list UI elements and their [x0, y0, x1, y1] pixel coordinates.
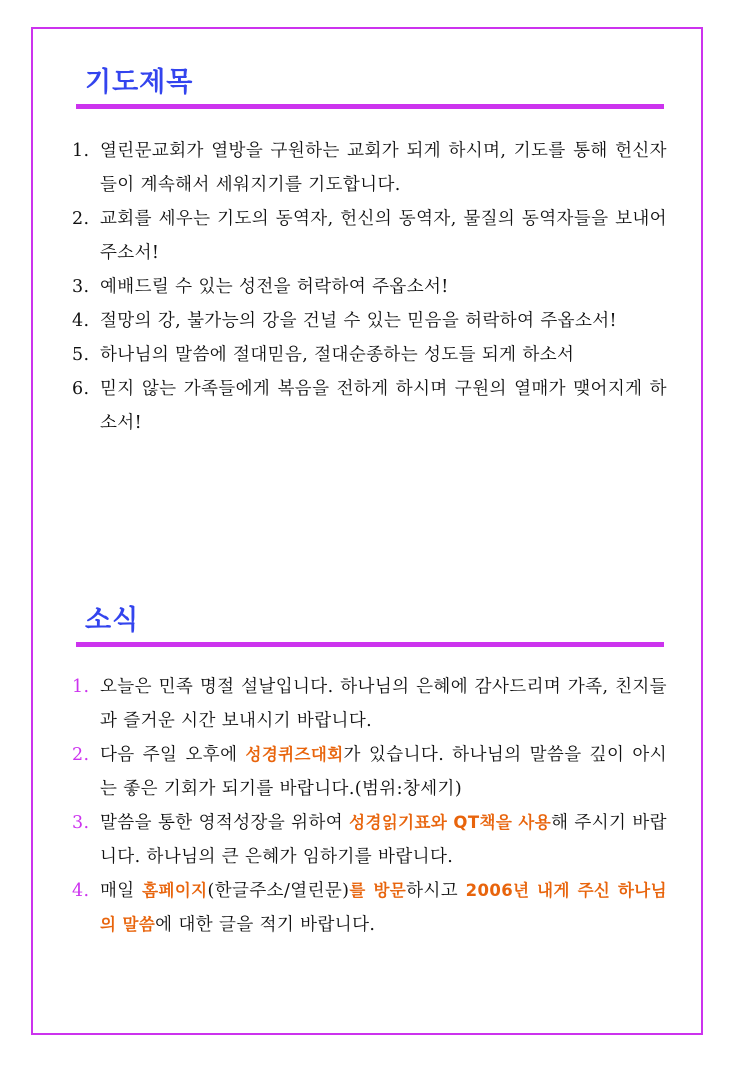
news-highlight: 를 방문: [349, 881, 407, 900]
news-item-text: 오늘은 민족 명절 설날입니다. 하나님의 은혜에 감사드리며 가족, 친지들과 즐거운 시간 보내시기 바랍니다.: [100, 677, 667, 731]
news-item-number: 1.: [72, 677, 90, 697]
news-item-number: 4.: [72, 881, 90, 901]
news-item-number: 3.: [72, 813, 90, 833]
news-item: [72, 738, 667, 806]
prayer-item-text: 교회를 세우는 기도의 동역자, 헌신의 동역자, 물질의 동역자들을 보내어 주소서!: [100, 209, 667, 263]
prayer-item-text: 열린문교회가 열방을 구원하는 교회가 되게 하시며, 기도를 통해 헌신자들이 계속해서 세워지기를 기도합니다.: [100, 141, 667, 195]
prayer-title-rule: [76, 104, 664, 109]
news-section-title: 소식: [85, 605, 140, 636]
news-item-text: 다음 주일 오후에: [100, 745, 246, 765]
prayer-item-number: 3.: [72, 277, 90, 297]
prayer-item: [72, 202, 667, 270]
news-title-rule: [76, 642, 664, 647]
news-highlight: 2006년 내게 주신 하나님의 말씀: [100, 881, 667, 934]
news-item: [72, 874, 667, 942]
prayer-item: [72, 270, 667, 304]
news-item-text: (한글주소/열린문): [207, 881, 350, 901]
news-item-text: 매일: [100, 881, 143, 901]
prayer-item-number: 4.: [72, 311, 90, 331]
news-item-text: 말씀을 통한 영적성장을 위하여: [100, 813, 350, 833]
prayer-item-text: 예배드릴 수 있는 성전을 허락하여 주옵소서!: [100, 277, 449, 297]
prayer-item: [72, 372, 667, 440]
news-item-text: 에 대한 글을 적기 바랍니다.: [155, 915, 376, 935]
prayer-item-text: 절망의 강, 불가능의 강을 건널 수 있는 믿음을 허락하여 주옵소서!: [100, 311, 617, 331]
news-list: [72, 670, 667, 942]
news-item-number: 2.: [72, 745, 90, 765]
prayer-item-number: 2.: [72, 209, 90, 229]
prayer-item: [72, 134, 667, 202]
prayer-list: [72, 134, 667, 440]
news-item: [72, 670, 667, 738]
prayer-item-number: 6.: [72, 379, 90, 399]
prayer-item-text: 믿지 않는 가족들에게 복음을 전하게 하시며 구원의 열매가 맺어지게 하소서!: [100, 379, 667, 433]
news-item-text: 하시고: [406, 881, 466, 901]
news-highlight: 성경퀴즈대회: [245, 745, 344, 764]
news-highlight: 홈페이지: [142, 881, 208, 900]
prayer-item: [72, 338, 667, 372]
news-item: [72, 806, 667, 874]
news-item-text: 가 있습니다. 하나님의 말씀을 깊이 아시는 좋은 기회가 되기를 바랍니다.(범위:창세기): [100, 745, 667, 799]
prayer-item: [72, 304, 667, 338]
prayer-section-title: 기도제목: [85, 67, 194, 98]
prayer-item-number: 1.: [72, 141, 90, 161]
news-item-text: 해 주시기 바랍니다. 하나님의 큰 은혜가 임하기를 바랍니다.: [100, 813, 667, 867]
news-highlight: 성경읽기표와 QT책을 사용: [349, 813, 552, 832]
prayer-item-number: 5.: [72, 345, 90, 365]
prayer-item-text: 하나님의 말씀에 절대믿음, 절대순종하는 성도들 되게 하소서: [100, 345, 575, 365]
